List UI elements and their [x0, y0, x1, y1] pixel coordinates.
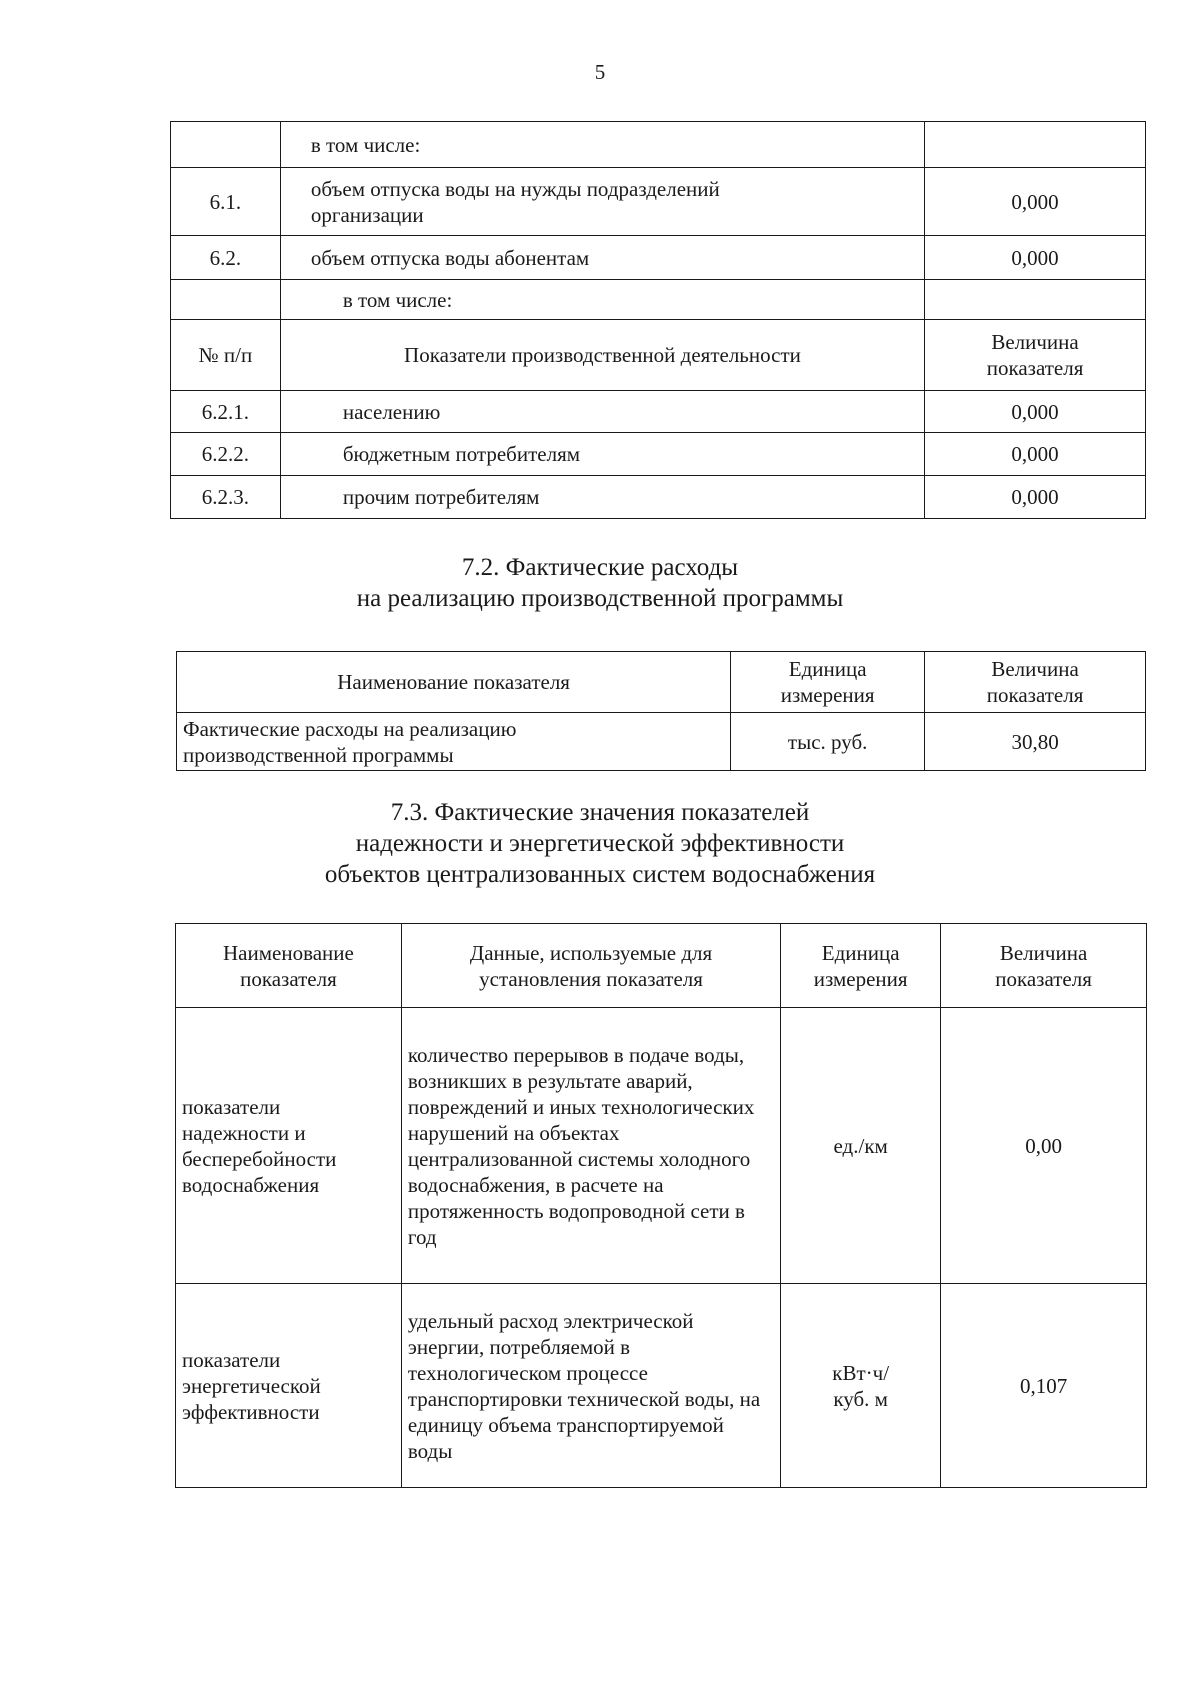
row-name: показатели энергетической эффективности [176, 1284, 402, 1488]
row-label: населению [280, 391, 924, 433]
row-unit: тыс. руб. [731, 713, 925, 771]
table-row [171, 236, 1146, 280]
section-title-line: надежности и энергетической эффективности [355, 830, 845, 857]
row-value: 0,000 [925, 168, 1146, 236]
row-number: 6.1. [171, 168, 281, 236]
section-7-2-title [0, 552, 1200, 614]
row-number [171, 122, 281, 168]
section-title-line: на реализацию производственной программы [356, 585, 844, 612]
table-row [171, 433, 1146, 476]
row-label: объем отпуска воды на нужды подразделений организации [280, 168, 924, 236]
production-indicators-table [170, 121, 1146, 519]
row-label: в том числе: [280, 280, 924, 320]
row-name: Фактические расходы на реализацию производственной программы [177, 713, 731, 771]
section-title-line: 7.2. Фактические расходы [461, 554, 739, 581]
header-label: Показатели производственной деятельности [280, 320, 924, 391]
row-number: 6.2.2. [171, 433, 281, 476]
table-header-row [177, 652, 1146, 713]
actual-expenses-table [176, 651, 1146, 771]
row-value: 0,107 [941, 1284, 1147, 1488]
row-value: 0,000 [925, 236, 1146, 280]
row-name: показатели надежности и бесперебойности водоснабжения [176, 1008, 402, 1284]
section-7-3-title [0, 797, 1200, 890]
header-value: Величина показателя [925, 320, 1146, 391]
row-label: бюджетным потребителям [280, 433, 924, 476]
row-data: удельный расход электрической энергии, потребляемой в технологическом процессе транспортировки технической воды, на единицу объема транспортируемой воды [401, 1284, 780, 1488]
row-value: 0,000 [925, 391, 1146, 433]
row-number: 6.2.1. [171, 391, 281, 433]
row-label: в том числе: [280, 122, 924, 168]
table-row [176, 1284, 1147, 1488]
header-unit: Единица измерения [731, 652, 925, 713]
row-data: количество перерывов в подаче воды, возникших в результате аварий, повреждений и иных технологических нарушений на объектах централизованной системы холодного водоснабжения, в расчете на протяженность водопроводной сети в год [401, 1008, 780, 1284]
row-value: 30,80 [925, 713, 1146, 771]
row-number: 6.2.3. [171, 476, 281, 519]
row-label: прочим потребителям [280, 476, 924, 519]
header-number: № п/п [171, 320, 281, 391]
section-title-line: 7.3. Фактические значения показателей [390, 799, 810, 826]
header-data: Данные, используемые для установления показателя [401, 924, 780, 1008]
row-value [925, 122, 1146, 168]
page-number: 5 [594, 60, 606, 84]
row-value: 0,00 [941, 1008, 1147, 1284]
table-row [171, 391, 1146, 433]
row-number: 6.2. [171, 236, 281, 280]
table-row [171, 280, 1146, 320]
table-row [171, 476, 1146, 519]
table-header-row [176, 924, 1147, 1008]
header-name: Наименование показателя [176, 924, 402, 1008]
header-unit: Единица измерения [781, 924, 941, 1008]
row-value [925, 280, 1146, 320]
reliability-efficiency-table [175, 923, 1147, 1488]
header-value: Величина показателя [941, 924, 1147, 1008]
row-unit: ед./км [781, 1008, 941, 1284]
row-value: 0,000 [925, 433, 1146, 476]
table-row [177, 713, 1146, 771]
row-unit: кВт·ч/ куб. м [781, 1284, 941, 1488]
section-title-line: объектов централизованных систем водоснабжения [324, 861, 876, 888]
row-number [171, 280, 281, 320]
header-name: Наименование показателя [177, 652, 731, 713]
table-row [171, 122, 1146, 168]
table-row [176, 1008, 1147, 1284]
row-label: объем отпуска воды абонентам [280, 236, 924, 280]
header-value: Величина показателя [925, 652, 1146, 713]
table-row [171, 168, 1146, 236]
table-header-row [171, 320, 1146, 391]
row-value: 0,000 [925, 476, 1146, 519]
